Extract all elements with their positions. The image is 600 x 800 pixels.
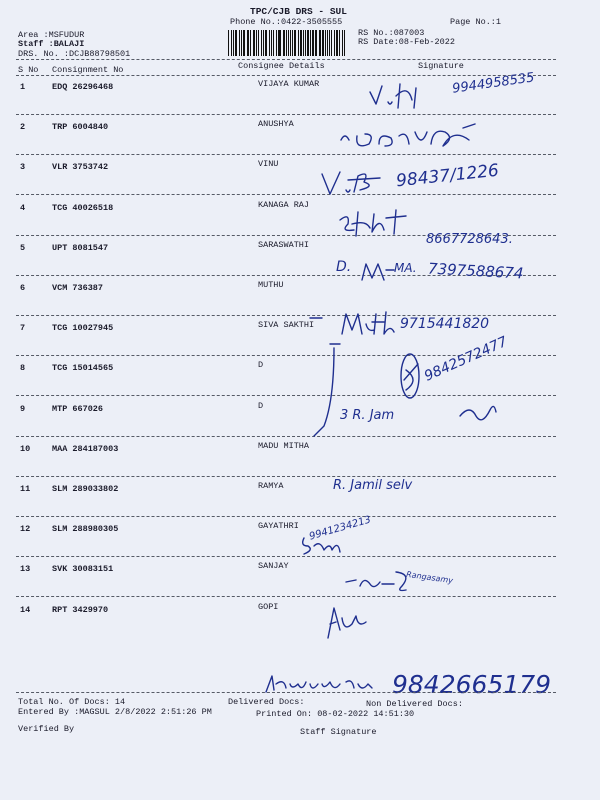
barcode-bar xyxy=(263,30,264,56)
barcode-bar xyxy=(325,30,326,56)
page-number: Page No.:1 xyxy=(450,17,502,27)
barcode-bar xyxy=(334,30,335,56)
row-sno: 2 xyxy=(20,122,26,132)
row-consignment: EDQ 26296468 xyxy=(52,82,114,92)
row-consignment: VCM 736387 xyxy=(52,283,104,293)
row-sno: 3 xyxy=(20,162,26,172)
row-consignee: KANAGA RAJ xyxy=(258,200,310,210)
barcode-bar xyxy=(273,30,274,56)
barcode-bar xyxy=(243,30,244,56)
row-consignment: UPT 8081547 xyxy=(52,243,109,253)
signature-row-13 xyxy=(322,602,372,642)
barcode-bar xyxy=(331,30,332,56)
row-consignment: VLR 3753742 xyxy=(52,162,109,172)
barcode-bar xyxy=(307,30,308,56)
row-sno: 14 xyxy=(20,605,31,615)
row-consignee: VIJAYA KUMAR xyxy=(258,79,320,89)
barcode-bar xyxy=(278,30,279,56)
phone-row-6: 9715441820 xyxy=(400,316,490,332)
row-divider xyxy=(16,476,556,477)
barcode-bar xyxy=(336,30,338,56)
barcode-bar xyxy=(253,30,255,56)
signature-row-5: D. xyxy=(336,259,352,275)
signature-row-12-name: Rangasamy xyxy=(405,569,454,586)
barcode-bar xyxy=(256,30,257,56)
barcode-bar xyxy=(310,30,311,56)
barcode-bar xyxy=(315,30,316,56)
phone-row-11: 9941234213 xyxy=(308,514,373,543)
col-consignee: Consignee Details xyxy=(238,61,325,71)
row-consignee: MADU MITHA xyxy=(258,441,310,451)
col-signature: Signature xyxy=(418,61,464,71)
row-sno: 11 xyxy=(20,484,31,494)
signature-row-10: R. Jamil selv xyxy=(333,478,413,493)
signature-row-5-suffix: MA. xyxy=(394,261,417,275)
barcode-bar xyxy=(241,30,242,56)
non-delivered-docs: Non Delivered Docs: xyxy=(366,699,463,709)
row-sno: 1 xyxy=(20,82,26,92)
rs-date: RS Date:08-Feb-2022 xyxy=(358,37,455,47)
column-divider xyxy=(16,75,556,76)
barcode-bar xyxy=(239,30,240,56)
row-consignment: RPT 3429970 xyxy=(52,605,109,615)
verified-by: Verified By xyxy=(18,724,75,734)
barcode-bar xyxy=(261,30,262,56)
row-consignment: SVK 30083151 xyxy=(52,564,114,574)
printed-on: Printed On: 08-02-2022 14:51:30 xyxy=(256,709,415,719)
footer-divider xyxy=(16,692,556,693)
barcode-bar xyxy=(276,30,277,56)
barcode-bar xyxy=(292,30,293,56)
total-docs: Total No. Of Docs: 14 xyxy=(18,697,126,707)
drs-number: DRS. No. :DCJB88798501 xyxy=(18,49,131,59)
row-consignee: SARASWATHI xyxy=(258,240,310,250)
row-consignment: TCG 15014565 xyxy=(52,363,114,373)
row-divider xyxy=(16,516,556,517)
row-consignee: VINU xyxy=(258,159,279,169)
phone-row-14: 9842665179 xyxy=(392,670,552,699)
barcode-bar xyxy=(300,30,302,56)
row-consignment: SLM 289033802 xyxy=(52,484,119,494)
signature-row-12 xyxy=(342,568,412,594)
signature-row-8: 3 R. Jam xyxy=(340,408,395,423)
col-consignment: Consignment No xyxy=(52,65,124,75)
barcode-bar xyxy=(303,30,304,56)
row-divider xyxy=(16,194,556,195)
barcode-bar xyxy=(248,30,249,56)
barcode-bar xyxy=(327,30,328,56)
barcode-bar xyxy=(235,30,237,56)
report-title: TPC/CJB DRS - SUL xyxy=(250,6,347,17)
rs-number: RS No.:087003 xyxy=(358,28,425,38)
row-consignment: TRP 6004840 xyxy=(52,122,109,132)
barcode-bar xyxy=(339,30,340,56)
header-divider xyxy=(16,59,556,60)
row-sno: 4 xyxy=(20,203,26,213)
row-consignment: SLM 288980305 xyxy=(52,524,119,534)
row-consignee: SANJAY xyxy=(258,561,289,571)
row-sno: 12 xyxy=(20,524,31,534)
row-sno: 13 xyxy=(20,564,31,574)
phone-row-7: 9842572477 xyxy=(422,333,510,385)
row-sno: 9 xyxy=(20,404,26,414)
phone-row-1: 9944958535 xyxy=(451,70,536,97)
barcode-bar xyxy=(283,30,285,56)
phone-number: Phone No.:0422-3505555 xyxy=(230,17,343,27)
phone-row-4: 8667728643. xyxy=(426,232,513,247)
signature-row-3 xyxy=(318,166,398,200)
row-sno: 5 xyxy=(20,243,26,253)
phone-row-3: 98437/1226 xyxy=(395,160,500,192)
barcode-bar xyxy=(247,30,248,56)
barcode-bar xyxy=(279,30,280,56)
barcode-bar xyxy=(269,30,270,56)
row-consignee: D xyxy=(258,360,264,370)
row-consignee: SIVA SAKTHI xyxy=(258,320,315,330)
signature-row-6 xyxy=(306,306,396,342)
barcode-bar xyxy=(231,30,232,56)
row-sno: 8 xyxy=(20,363,26,373)
barcode-bar xyxy=(342,30,343,56)
row-consignment: MAA 284187003 xyxy=(52,444,119,454)
row-sno: 7 xyxy=(20,323,26,333)
barcode-bar xyxy=(290,30,291,56)
col-sno: S No xyxy=(18,65,39,75)
row-divider xyxy=(16,556,556,557)
row-consignment: TCG 40026518 xyxy=(52,203,114,213)
row-consignee: RAMYA xyxy=(258,481,284,491)
delivered-docs: Delivered Docs: xyxy=(228,697,305,707)
barcode-bar xyxy=(233,30,234,56)
staff-label: Staff :BALAJI xyxy=(18,39,85,49)
row-consignee: ANUSHYA xyxy=(258,119,294,129)
signature-row-2 xyxy=(335,118,505,158)
signature-row-4 xyxy=(336,206,416,242)
row-consignee: GOPI xyxy=(258,602,279,612)
barcode-bar xyxy=(329,30,330,56)
barcode-bar xyxy=(322,30,323,56)
barcode-bar xyxy=(228,30,229,56)
row-consignment: TCG 10027945 xyxy=(52,323,114,333)
barcode-bar xyxy=(305,30,306,56)
barcode-bar xyxy=(258,30,259,56)
barcode-bar xyxy=(316,30,317,56)
barcode-bar xyxy=(294,30,295,56)
row-sno: 6 xyxy=(20,283,26,293)
barcode-bar xyxy=(319,30,321,56)
area-label: Area :MSFUDUR xyxy=(18,30,85,40)
barcode xyxy=(228,30,346,56)
barcode-bar xyxy=(312,30,313,56)
barcode-bar xyxy=(250,30,251,56)
signature-row-14 xyxy=(262,670,392,698)
barcode-bar xyxy=(286,30,287,56)
barcode-bar xyxy=(271,30,272,56)
barcode-bar xyxy=(288,30,289,56)
row-consignee: GAYATHRI xyxy=(258,521,299,531)
staff-signature: Staff Signature xyxy=(300,727,377,737)
entered-by: Entered By :MAGSUL 2/8/2022 2:51:26 PM xyxy=(18,707,212,717)
row-consignee: MUTHU xyxy=(258,280,284,290)
barcode-bar xyxy=(298,30,299,56)
row-consignment: MTP 667026 xyxy=(52,404,104,414)
row-divider xyxy=(16,596,556,597)
signature-row-5-mark xyxy=(358,260,398,284)
barcode-bar xyxy=(344,30,345,56)
phone-row-5: 7397588674 xyxy=(427,259,524,283)
row-sno: 10 xyxy=(20,444,31,454)
row-consignee: D xyxy=(258,401,264,411)
barcode-bar xyxy=(265,30,267,56)
